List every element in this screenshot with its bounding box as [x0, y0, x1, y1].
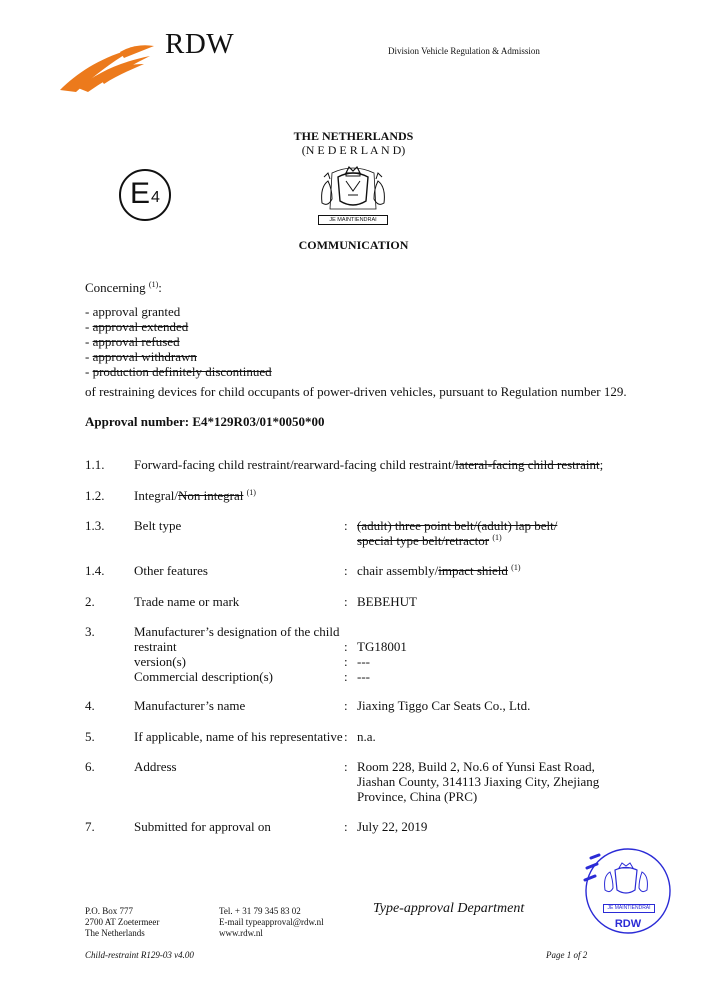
- division-name: Division Vehicle Regulation & Admission: [388, 46, 540, 56]
- colon: :: [158, 280, 162, 295]
- belt-type-label: Belt type: [134, 518, 182, 533]
- designation-value: TG18001: [357, 639, 407, 654]
- colon: :: [344, 669, 348, 684]
- department-signature: Type-approval Department: [373, 901, 525, 916]
- e-mark-number: 4: [151, 189, 160, 206]
- item-number: 5.: [85, 729, 95, 744]
- colon: :: [344, 759, 348, 774]
- footer-address: P.O. Box 777: [85, 906, 134, 916]
- commercial-description-label: Commercial description(s): [134, 669, 273, 684]
- submitted-value: July 22, 2019: [357, 819, 428, 834]
- colon: :: [344, 729, 348, 744]
- stamp-text: RDW: [614, 918, 642, 930]
- representative-label: If applicable, name of his representative: [134, 729, 343, 744]
- page-number: Page 1 of 2: [546, 950, 588, 960]
- stamp-motto: JE MAINTIENDRAI: [603, 904, 655, 913]
- colon: :: [344, 563, 348, 578]
- colon: :: [344, 518, 348, 533]
- item-number: 6.: [85, 759, 95, 774]
- item-number: 2.: [85, 594, 95, 609]
- item-number: 1.1.: [85, 457, 105, 472]
- rdw-logo-icon: [58, 42, 170, 94]
- integral-type: Integral/Non integral $^{(1)}$: [134, 488, 256, 503]
- representative-value: n.a.: [357, 729, 376, 744]
- concerning-item: - approval withdrawn: [85, 349, 197, 364]
- colon: :: [344, 639, 348, 654]
- colon: :: [344, 819, 348, 834]
- trade-name-label: Trade name or mark: [134, 594, 240, 609]
- rdw-stamp: [577, 838, 675, 936]
- concerning-item: - approval refused: [85, 334, 180, 349]
- trade-name-value: BEBEHUT: [357, 594, 417, 609]
- footer-address: The Netherlands: [85, 928, 145, 938]
- e-mark-letter: E: [130, 177, 151, 210]
- coat-of-arms: [312, 163, 394, 229]
- footer-tel: Tel. + 31 79 345 83 02: [219, 906, 301, 916]
- belt-type-value: (adult) three point belt/(adult) lap belt/: [357, 518, 558, 533]
- other-features-value: chair assembly/impact shield $^{(1)}$: [357, 563, 521, 578]
- belt-type-value: special type belt/retractor $^{(1)}$: [357, 533, 502, 548]
- designation-label: Manufacturer’s designation of the child: [134, 624, 340, 639]
- approval-number: Approval number: E4*129R03/01*0050*00: [85, 414, 325, 429]
- footer-address: 2700 AT Zoetermeer: [85, 917, 160, 927]
- commercial-description-value: ---: [357, 669, 370, 684]
- address-value: Province, China (PRC): [357, 789, 478, 804]
- manufacturer-name-label: Manufacturer’s name: [134, 698, 246, 713]
- concerning-label: [85, 280, 162, 295]
- address-label: Address: [134, 759, 177, 774]
- colon: :: [344, 698, 348, 713]
- submitted-label: Submitted for approval on: [134, 819, 271, 834]
- concerning-item: - approval granted: [85, 304, 181, 319]
- designation-label: restraint: [134, 639, 177, 654]
- manufacturer-name-value: Jiaxing Tiggo Car Seats Co., Ltd.: [357, 698, 531, 713]
- other-features-label: Other features: [134, 563, 208, 578]
- coat-of-arms-icon: [312, 163, 394, 219]
- item-number: 7.: [85, 819, 95, 834]
- rdw-logo-text: RDW: [165, 28, 235, 60]
- item-number: 4.: [85, 698, 95, 713]
- footer-email: E-mail typeapproval@rdw.nl: [219, 917, 324, 927]
- version-label: version(s): [134, 654, 186, 669]
- restraint-orientation: Forward-facing child restraint/rearward-facing child restraint/lateral-facing child restraint;: [134, 457, 604, 472]
- address-value: Jiashan County, 314113 Jiaxing City, Zhejiang: [357, 774, 600, 789]
- e4-approval-mark: [119, 169, 171, 221]
- item-number: 3.: [85, 624, 95, 639]
- country-title: THE NETHERLANDS: [293, 129, 414, 143]
- footnote-ref: (1): [148, 280, 159, 289]
- concerning-item: - approval extended: [85, 319, 189, 334]
- item-number: 1.2.: [85, 488, 105, 503]
- version-value: ---: [357, 654, 370, 669]
- concerning-tail: of restraining devices for child occupants of power-driven vehicles, pursuant to Regulation number 129.: [85, 384, 627, 399]
- country-native: (N E D E R L A N D): [301, 143, 406, 157]
- footer-web: www.rdw.nl: [219, 928, 263, 938]
- document-reference: Child-restraint R129-03 v4.00: [85, 950, 194, 960]
- communication-heading: COMMUNICATION: [298, 238, 409, 252]
- colon: :: [344, 654, 348, 669]
- coat-motto: JE MAINTIENDRAI: [318, 215, 388, 225]
- concerning-text: Concerning: [85, 280, 146, 295]
- address-value: Room 228, Build 2, No.6 of Yunsi East Road,: [357, 759, 595, 774]
- item-number: 1.4.: [85, 563, 105, 578]
- colon: :: [344, 594, 348, 609]
- concerning-item: - production definitely discontinued: [85, 364, 272, 379]
- item-number: 1.3.: [85, 518, 105, 533]
